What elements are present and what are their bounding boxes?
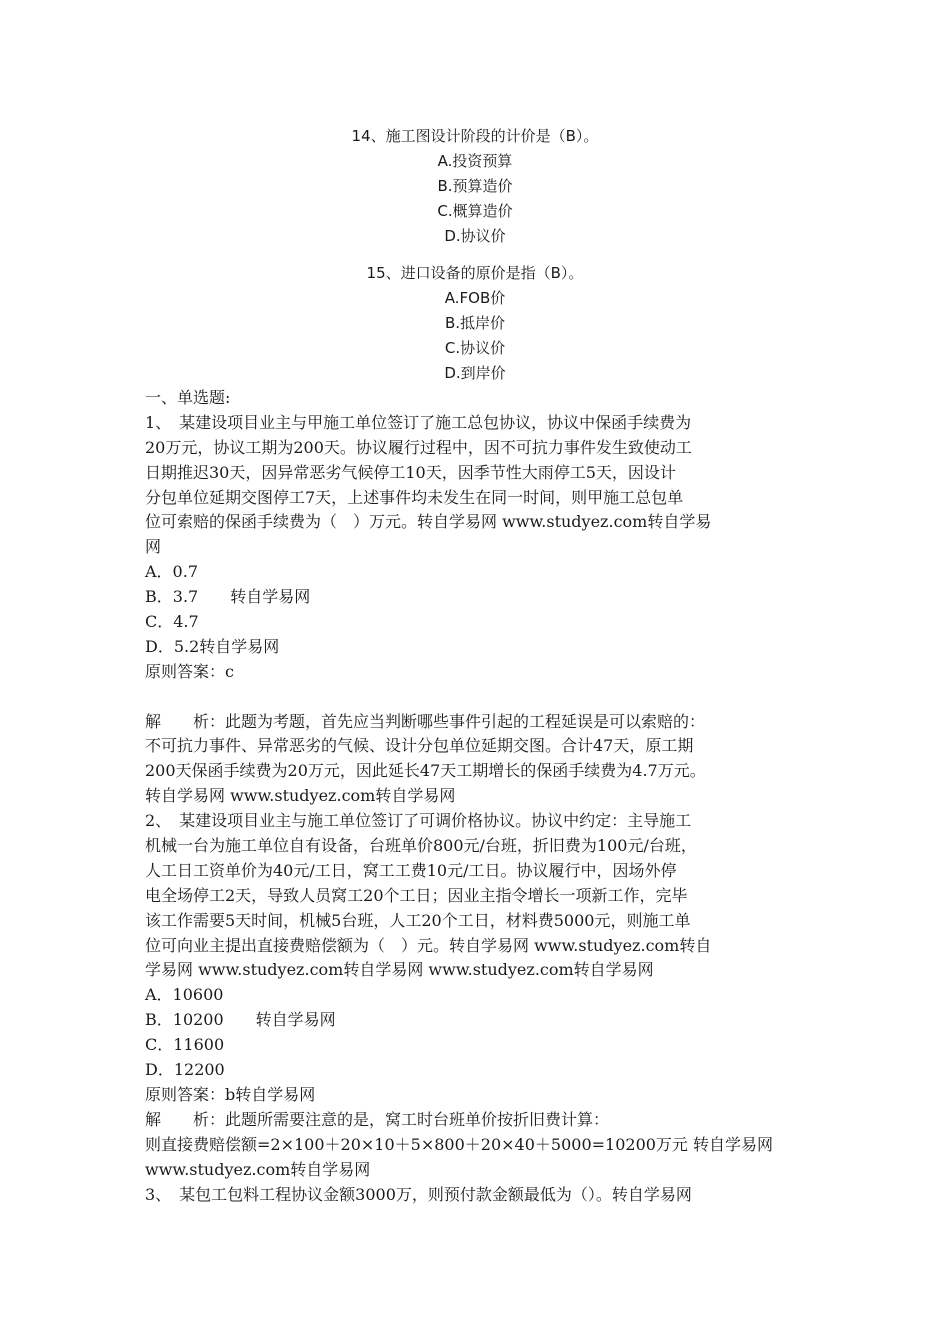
text-line: www.studyez.com转自学易网 bbox=[145, 1159, 371, 1179]
text-line: 该工作需要5天时间，机械5台班，人工20个工日，材料费5000元，则施工单 bbox=[145, 910, 691, 930]
answer-option: D.协议价 bbox=[444, 227, 506, 245]
text-line: C．4.7 bbox=[145, 612, 199, 632]
text-line: 原则答案：c bbox=[145, 661, 234, 681]
answer-option: A.FOB价 bbox=[444, 289, 506, 307]
answer-option: B.预算造价 bbox=[437, 177, 513, 195]
text-line: A．10600 bbox=[145, 985, 224, 1005]
text-line: 一、单选题: bbox=[145, 388, 231, 407]
text-line: 2、 某建设项目业主与施工单位签订了可调价格协议。协议中约定：主导施工 bbox=[145, 811, 692, 831]
answer-option: A.投资预算 bbox=[437, 152, 513, 170]
text-line: 3、 某包工包料工程协议金额3000万，则预付款金额最低为（）。转自学易网 bbox=[145, 1184, 692, 1204]
answer-option: C.协议价 bbox=[444, 339, 506, 357]
multiple-choice-block bbox=[0, 124, 950, 386]
text-line: 20万元，协议工期为200天。协议履行过程中，因不可抗力事件发生致使动工 bbox=[145, 437, 692, 457]
text-line: 位可索赔的保函手续费为（ ）万元。转自学易网 www.studyez.com转自学易 bbox=[145, 512, 712, 532]
text-line: C．11600 bbox=[145, 1035, 225, 1055]
text-line: 200天保函手续费为20万元，因此延长47天工期增长的保函手续费为4.7万元。 bbox=[145, 761, 706, 781]
question-title: 14、施工图设计阶段的计价是（B）。 bbox=[351, 127, 599, 145]
text-line: A．0.7 bbox=[145, 562, 199, 582]
text-line: 分包单位延期交图停工7天，上述事件均未发生在同一时间，则甲施工总包单 bbox=[145, 487, 684, 507]
answer-option: D.到岸价 bbox=[444, 364, 506, 382]
question-body bbox=[145, 386, 825, 1207]
text-line: D．12200 bbox=[145, 1060, 225, 1080]
text-line: B．10200 转自学易网 bbox=[145, 1010, 336, 1030]
answer-option: B.抵岸价 bbox=[444, 314, 506, 332]
text-line: 转自学易网 www.studyez.com转自学易网 bbox=[145, 786, 456, 806]
text-line: 学易网 www.studyez.com转自学易网 www.studyez.com转自学易网 bbox=[145, 960, 654, 980]
text-line: 解 析：此题所需要注意的是，窝工时台班单价按折旧费计算： bbox=[145, 1109, 610, 1129]
text-line: 1、 某建设项目业主与甲施工单位签订了施工总包协议，协议中保函手续费为 bbox=[145, 412, 692, 432]
spacer bbox=[0, 249, 950, 261]
text-line: 位可向业主提出直接费赔偿额为（ ）元。转自学易网 www.studyez.com转自 bbox=[145, 935, 712, 955]
text-line: 解 析：此题为考题，首先应当判断哪些事件引起的工程延误是可以索赔的： bbox=[145, 711, 706, 731]
text-line: B．3.7 转自学易网 bbox=[145, 587, 311, 607]
text-line: 机械一台为施工单位自有设备，台班单价800元/台班，折旧费为100元/台班， bbox=[145, 836, 697, 856]
answer-option: C.概算造价 bbox=[437, 202, 513, 220]
blank-line bbox=[145, 685, 825, 710]
text-line: 日期推迟30天，因异常恶劣气候停工10天，因季节性大雨停工5天，因设计 bbox=[145, 462, 676, 482]
text-line: 不可抗力事件、异常恶劣的气候、设计分包单位延期交图。合计47天，原工期 bbox=[145, 736, 694, 756]
text-line: 人工日工资单价为40元/工日，窝工工费10元/工日。协议履行中，因场外停 bbox=[145, 860, 677, 880]
text-line: D．5.2转自学易网 bbox=[145, 636, 280, 656]
text-line: 则直接费赔偿额=2×100＋20×10＋5×800＋20×40＋5000=10200万元 转自学易网 bbox=[145, 1134, 774, 1154]
question-title: 15、进口设备的原价是指（B）。 bbox=[366, 264, 584, 282]
text-line: 原则答案：b转自学易网 bbox=[145, 1084, 316, 1104]
text-line: 网 bbox=[145, 537, 162, 557]
text-line: 电全场停工2天，导致人员窝工20个工日；因业主指令增长一项新工作，完毕 bbox=[145, 885, 688, 905]
